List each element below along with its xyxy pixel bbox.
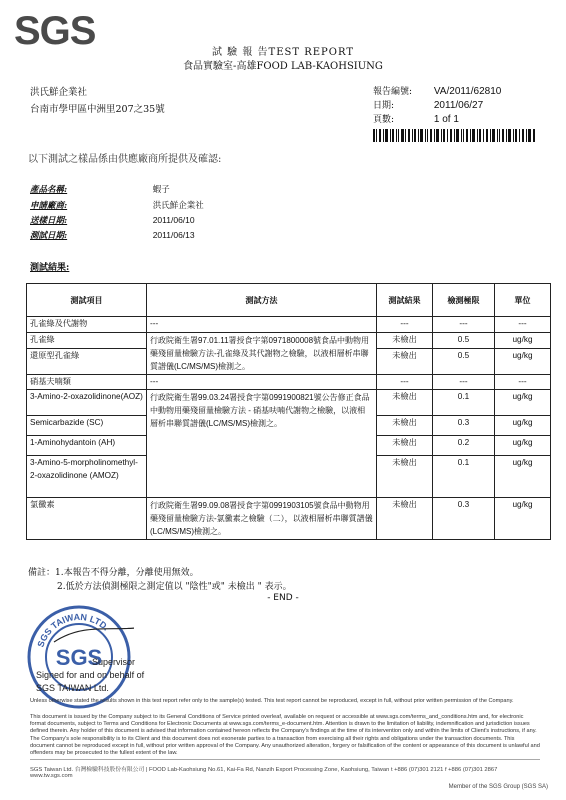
note-1: 備註：1.本報告不得分離，分離使用無效。 (28, 568, 199, 578)
col-header-result: 測試結果 (377, 284, 433, 317)
group-name: 硝基夫喃類 (27, 374, 147, 390)
limit-cell: 0.2 (433, 436, 495, 456)
footer-company-cn: 台灣檢驗科技股份有限公司 (74, 767, 145, 773)
report-date-label: 日期: (373, 101, 395, 111)
page-count (373, 112, 459, 125)
barcode (373, 129, 535, 142)
info-product-label: 產品名稱: (30, 185, 68, 195)
info-applicant (30, 199, 204, 211)
group-name: 孔雀綠及代謝物 (27, 317, 147, 333)
limit-cell: 0.5 (433, 348, 495, 374)
table-header-row (27, 284, 551, 317)
footer-tel: t +886 (07)301 2121 (390, 767, 444, 773)
info-applicant-value: 洪氏鮮企業社 (152, 200, 204, 210)
result-cell: 未檢出 (377, 332, 433, 348)
lab-title: 食品實驗室-高雄FOOD LAB-KAOHSIUNG (183, 61, 383, 72)
info-tested-label: 測試日期: (30, 231, 68, 241)
method-cell: 行政院衛生署99.09.08署授食字第0991903105號食品中動物用藥殘留量檢驗方法-氯黴素之檢驗（二），以液相層析串聯質譜儀(LC/MS/MS)檢測之。 (147, 498, 377, 540)
unit-cell: ug/kg (495, 498, 551, 540)
item-cell: 孔雀綠 (27, 332, 147, 348)
result-cell: 未檢出 (377, 498, 433, 540)
unit-cell: ug/kg (495, 456, 551, 498)
signer-company: SGS TAIWAN Ltd. (36, 683, 109, 693)
unit-cell: ug/kg (495, 436, 551, 456)
item-cell: Semicarbazide (SC) (27, 416, 147, 436)
page-count-label: 頁數: (373, 115, 395, 125)
member-note: Member of the SGS Group (SGS SA) (448, 784, 548, 790)
disclaimer-2: This document is issued by the Company subject to its General Conditions of Service printed overleaf, available on request or accessible at www.sgs.com/terms_and_conditions.htm and, for electronic format documents, subject to Terms and Conditions for Electronic Documents at www.sgs.com/terms_e-document.htm. Attention is drawn to the limitation of liability, indemnification and jurisdiction issues defined therein. Any holder of this document is advised that information contained hereon reflects the Company's findings at the time of its intervention only and within the limits of Client's instructions, if any. The Company's sole responsibility is to its Client and this document does not exonerate parties to a transaction from exercising all their rights and obligations under the transaction documents. This document cannot be reproduced except in full, without prior written approval of the Company. Any unauthorized alteration, forgery or falsification of the content or appearance of this document is unlawful and offenders may be prosecuted to the fullest extent of the law. (30, 714, 540, 757)
unit-cell: ug/kg (495, 332, 551, 348)
footer-company: SGS Taiwan Ltd. (30, 767, 74, 773)
info-product-value: 蝦子 (152, 184, 170, 194)
table-row (27, 374, 551, 390)
info-tested (30, 229, 195, 241)
limit-cell: 0.3 (433, 498, 495, 540)
item-cell: 3-Amino-5-morpholinomethyl-2-oxazolidinone (AMOZ) (27, 456, 147, 498)
report-number-value: VA/2011/62810 (433, 86, 502, 97)
table-row (27, 317, 551, 333)
result-cell: 未檢出 (377, 348, 433, 374)
disclaimer-1: Unless otherwise stated the results shown in this test report refer only to the sample(s) tested. This test report cannot be reproduced, except in full, without prior written permission of the Company. (30, 698, 514, 704)
unit-cell: ug/kg (495, 416, 551, 436)
footer: SGS Taiwan Ltd. 台灣檢驗科技股份有限公司 | FOOD Lab-Kaohsiung No.61, Kai-Fa Rd, Nanzih Export Processing Zone, Kaohsiung, Taiwan t +886 (07)301 2121 f +886 (07)301 2867 www.tw.sgs.com (30, 759, 540, 779)
info-received-label: 送樣日期: (30, 216, 68, 226)
unit-cell: ug/kg (495, 348, 551, 374)
footer-address: No.61, Kai-Fa Rd, Nanzih Export Processing Zone, Kaohsiung, Taiwan (208, 767, 390, 773)
intro-text: 以下測試之樣品係由供應廠商所提供及確認: (28, 154, 222, 165)
result-cell: 未檢出 (377, 456, 433, 498)
info-received-value: 2011/06/10 (152, 215, 195, 225)
svg-text:SGS TAIWAN LTD.: SGS TAIWAN LTD. (35, 611, 112, 649)
limit-cell: 0.5 (433, 332, 495, 348)
limit-cell: 0.1 (433, 390, 495, 416)
result-cell: 未檢出 (377, 416, 433, 436)
group-dash: --- (433, 317, 495, 333)
method-cell: 行政院衛生署99.03.24署授食字第0991900821號公告修正食品中動物用藥殘留量檢驗方法 - 硝基呋喃代謝物之檢驗，以液相層析串聯質譜儀(LC/MS/MS)檢測之。 (147, 390, 377, 498)
table-row (27, 498, 551, 540)
report-date-value: 2011/06/27 (433, 100, 484, 111)
col-header-unit: 單位 (495, 284, 551, 317)
signer-title: Supervisor (92, 657, 136, 667)
group-dash: --- (433, 374, 495, 390)
method-cell: 行政院衛生署97.01.11署授食字第0971800008號食品中動物用藥殘留量檢驗方法-孔雀綠及其代謝物之檢驗，以液相層析串聯質譜儀(LC/MS/MS)檢測之。 (147, 332, 377, 374)
item-cell: 3-Amino-2-oxazolidinone(AOZ) (27, 390, 147, 416)
report-date (373, 98, 483, 111)
report-number-label: 報告編號: (373, 87, 413, 97)
info-applicant-label: 申請廠商: (30, 201, 68, 211)
note-2: 2.低於方法偵測極限之測定值以 "陰性"或" 未檢出 " 表示。 (57, 582, 292, 592)
group-dash: --- (377, 317, 433, 333)
unit-cell: ug/kg (495, 390, 551, 416)
table-row (27, 390, 551, 416)
info-product (30, 183, 170, 195)
group-dash: --- (377, 374, 433, 390)
limit-cell: 0.3 (433, 416, 495, 436)
result-cell: 未檢出 (377, 390, 433, 416)
report-title: 試 驗 報 告TEST REPORT (212, 47, 354, 58)
client-name: 洪氏鮮企業社 (30, 87, 88, 98)
item-cell: 氯黴素 (27, 498, 147, 540)
footer-lab: FOOD Lab-Kaohsiung (149, 767, 207, 773)
end-mark: - END - (267, 593, 299, 603)
col-header-method: 測試方法 (147, 284, 377, 317)
group-dash: --- (147, 374, 377, 390)
table-row (27, 332, 551, 348)
footer-fax: f +886 (07)301 2867 (444, 767, 498, 773)
info-tested-value: 2011/06/13 (152, 230, 195, 240)
result-cell: 未檢出 (377, 436, 433, 456)
col-header-limit: 檢測極限 (433, 284, 495, 317)
footer-web: www.tw.sgs.com (30, 773, 73, 779)
page-count-value: 1 of 1 (433, 114, 459, 125)
client-address: 台南市學甲區中洲里207之35號 (30, 104, 165, 115)
group-dash: --- (147, 317, 377, 333)
item-cell: 1-Aminohydantoin (AH) (27, 436, 147, 456)
results-title: 測試結果: (30, 263, 70, 273)
limit-cell: 0.1 (433, 456, 495, 498)
svg-text:SGS: SGS (55, 645, 103, 670)
results-table (26, 283, 551, 540)
item-cell: 還原型孔雀綠 (27, 348, 147, 374)
signer-behalf: Signed for and on behalf of (36, 670, 145, 680)
report-number (373, 84, 501, 97)
svg-text:SGS: SGS (14, 10, 96, 48)
col-header-item: 測試項目 (27, 284, 147, 317)
group-dash: --- (495, 374, 551, 390)
info-received (30, 214, 195, 226)
group-dash: --- (495, 317, 551, 333)
